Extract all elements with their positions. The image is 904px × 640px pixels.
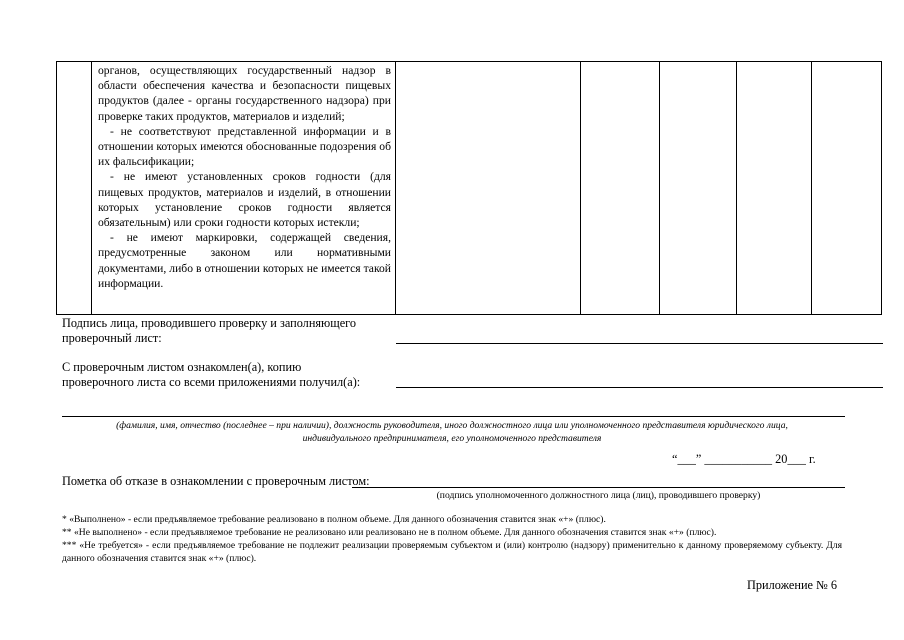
- requirement-paragraph: - не имеют установленных сроков годности (для пищевых продуктов, материалов и изделий, в отношении которых установление сроков годности является обязательным) или сроки годности которых истекли;: [98, 170, 391, 230]
- refusal-signature-line[interactable]: [352, 487, 845, 488]
- answer-yes-cell[interactable]: [581, 62, 660, 315]
- appendix-label: Приложение № 6: [747, 578, 838, 592]
- legal-reference-cell[interactable]: [396, 62, 581, 315]
- note-cell[interactable]: [812, 62, 882, 315]
- requirement-cell: [92, 62, 396, 315]
- inspector-signature-label-line: Подпись лица, проводившего проверку и заполняющего: [62, 316, 357, 330]
- fio-caption: [40, 419, 864, 445]
- footnote-not-done: ** «Не выполнено» - если предъявляемое требование не реализовано или реализовано не в полном объеме. Для данного обозначения ставится знак «+» (плюс).: [62, 527, 717, 538]
- answer-no-cell[interactable]: [660, 62, 737, 315]
- table-row: [57, 62, 882, 315]
- inspector-signature-line[interactable]: [396, 343, 883, 344]
- inspector-signature-label: [62, 316, 356, 346]
- requirement-paragraph: - не соответствуют представленной информации и в отношении которых имеются обоснованные подозрения об их фальсификации;: [98, 124, 391, 169]
- refusal-label: Пометка об отказе в ознакомлении с проверочным листом:: [62, 474, 370, 488]
- footnote-done: * «Выполнено» - если предъявляемое требование реализовано в полном объеме. Для данного обозначения ставится знак «+» (плюс).: [62, 514, 606, 525]
- inspector-signature-label-line: проверочный лист:: [62, 331, 162, 345]
- footnote-not-required: *** «Не требуется» - если предъявляемое требование не подлежит реализации проверяемым субъектом и (или) контролю (надзору) применительно к данному проверяемому субъекту. Для данного обозначения ставится знак «+» (плюс).: [62, 540, 842, 564]
- requirement-paragraph: - не имеют маркировки, содержащей сведения, предусмотренные законом или нормативными документами, либо в отношении которых не имеется такой информации.: [98, 231, 391, 290]
- date-field[interactable]: “___” ___________ 20___ г.: [672, 452, 816, 466]
- row-number-cell: [57, 62, 92, 315]
- fio-caption-line: (фамилия, имя, отчество (последнее – при наличии), должность руководителя, иного должностного лица или уполномоченного представителя юридического лица,: [116, 420, 788, 431]
- requirement-paragraph: органов, осуществляющих государственный надзор в области обеспечения качества и безопасности пищевых продуктов (далее - органы государственного надзора) при проверке таких продуктов, материалов и изделий;: [98, 64, 391, 123]
- fio-signature-line[interactable]: [62, 416, 845, 417]
- checklist-table: [56, 61, 882, 315]
- acquainted-label-line: С проверочным листом ознакомлен(а), копию: [62, 360, 302, 374]
- acquainted-label: [62, 360, 360, 390]
- refusal-caption: (подпись уполномоченного должностного лица (лиц), проводившего проверку): [436, 490, 761, 501]
- acquainted-signature-line[interactable]: [396, 387, 883, 388]
- answer-not-required-cell[interactable]: [737, 62, 812, 315]
- fio-caption-line: индивидуального предпринимателя, его уполномоченного представителя: [302, 433, 602, 444]
- acquainted-label-line: проверочного листа со всеми приложениями получил(а):: [62, 375, 361, 389]
